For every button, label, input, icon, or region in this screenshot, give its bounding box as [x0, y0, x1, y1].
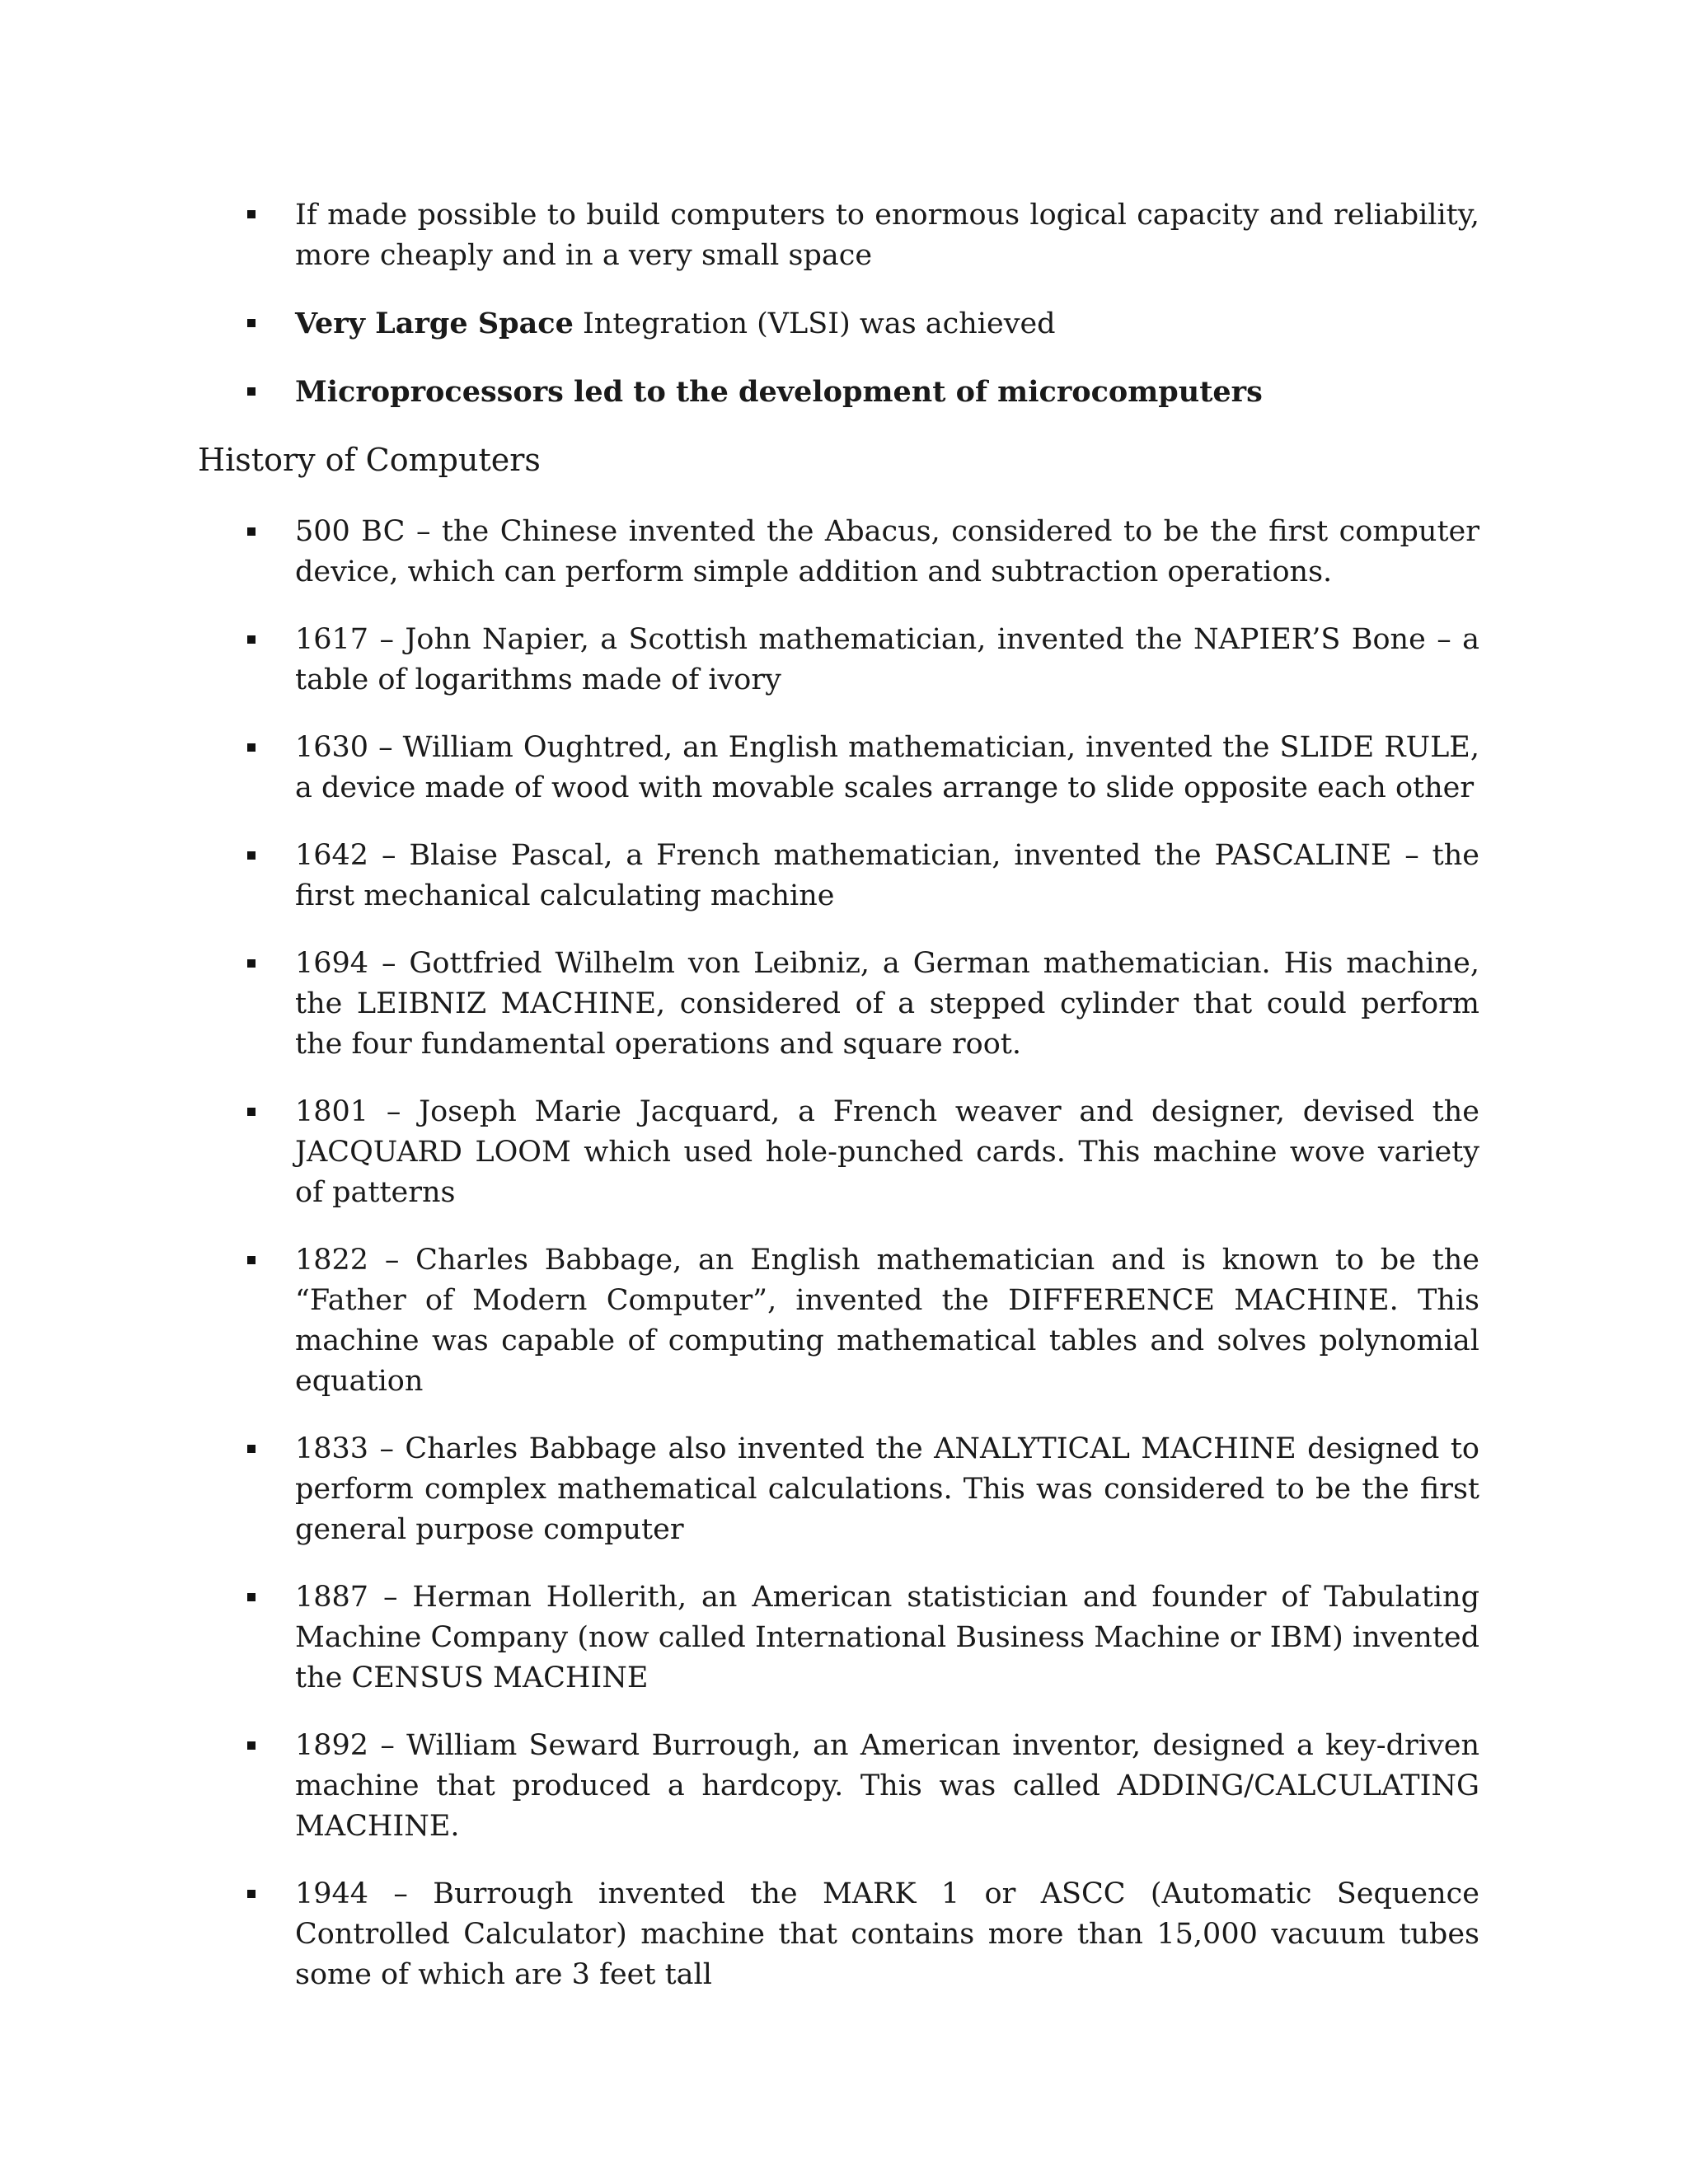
list-item	[247, 944, 1479, 1065]
list-item	[247, 1577, 1479, 1699]
list-item-text: Integration (VLSI) was achieved	[573, 307, 1056, 340]
list-item	[247, 1874, 1479, 1995]
square-bullet-icon	[247, 851, 256, 860]
list-item-text: 1801 – Joseph Marie Jacquard, a French weaver and designer, devised the JACQUARD LOOM which used hole-punched cards. This machine wove variety of patterns	[295, 1095, 1479, 1209]
list-item-text: 1694 – Gottfried Wilhelm von Leibniz, a German mathematician. His machine, the LEIBNIZ MACHINE, considered of a stepped cylinder that could perform the four fundamental operations and square root.	[295, 947, 1479, 1061]
list-item	[247, 836, 1479, 916]
list-item	[247, 194, 1479, 276]
list-item-text: 500 BC – the Chinese invented the Abacus, considered to be the first computer device, which can perform simple addition and subtraction operations.	[295, 515, 1479, 588]
list-item-bold: Very Large Space	[295, 307, 574, 340]
square-bullet-icon	[247, 1445, 256, 1453]
square-bullet-icon	[247, 527, 256, 536]
square-bullet-icon	[247, 1256, 256, 1264]
list-item	[247, 1092, 1479, 1213]
list-item-text: 1630 – William Oughtred, an English mathematician, invented the SLIDE RULE, a device made of wood with movable scales arrange to slide opposite each other	[295, 731, 1479, 804]
list-item-text: 1617 – John Napier, a Scottish mathematician, invented the NAPIER’S Bone – a table of logarithms made of ivory	[295, 623, 1479, 696]
square-bullet-icon	[247, 959, 256, 968]
list-item	[247, 620, 1479, 701]
list-item	[247, 303, 1479, 344]
square-bullet-icon	[247, 387, 256, 396]
list-item-text: 1887 – Herman Hollerith, an American statistician and founder of Tabulating Machine Company (now called International Business Machine or IBM) invented the CENSUS MACHINE	[295, 1581, 1479, 1694]
list-item	[247, 1726, 1479, 1847]
list-item-text: 1833 – Charles Babbage also invented the ANALYTICAL MACHINE designed to perform complex mathematical calculations. This was considered to be the first general purpose computer	[295, 1432, 1479, 1546]
list-item	[247, 1429, 1479, 1550]
list-item-text: 1892 – William Seward Burrough, an American inventor, designed a key-driven machine that produced a hardcopy. This was called ADDING/CALCULATING MACHINE.	[295, 1729, 1479, 1843]
square-bullet-icon	[247, 1593, 256, 1601]
list-item-text: 1944 – Burrough invented the MARK 1 or ASCC (Automatic Sequence Controlled Calculator) machine that contains more than 15,000 vacuum tubes some of which are 3 feet tall	[295, 1877, 1479, 1991]
square-bullet-icon	[247, 319, 256, 327]
square-bullet-icon	[247, 743, 256, 752]
list-item-text: If made possible to build computers to enormous logical capacity and reliability, more cheaply and in a very small space	[295, 199, 1479, 272]
list-item-text: 1822 – Charles Babbage, an English mathematician and is known to be the “Father of Modern Computer”, invented the DIFFERENCE MACHINE. This machine was capable of computing mathematical tables and solves polynomial equation	[295, 1244, 1479, 1398]
square-bullet-icon	[247, 1741, 256, 1750]
list-item	[247, 512, 1479, 593]
list-item-text: 1642 – Blaise Pascal, a French mathematician, invented the PASCALINE – the first mechanical calculating machine	[295, 839, 1479, 912]
history-bullet-list	[247, 512, 1479, 2022]
square-bullet-icon	[247, 210, 256, 218]
square-bullet-icon	[247, 635, 256, 644]
list-item	[247, 1240, 1479, 1402]
list-item-bold: Microprocessors led to the development of microcomputers	[295, 375, 1263, 409]
square-bullet-icon	[247, 1890, 256, 1898]
list-item	[247, 372, 1479, 413]
intro-bullet-list	[247, 194, 1479, 440]
section-heading: History of Computers	[198, 442, 541, 478]
square-bullet-icon	[247, 1108, 256, 1116]
list-item	[247, 728, 1479, 808]
